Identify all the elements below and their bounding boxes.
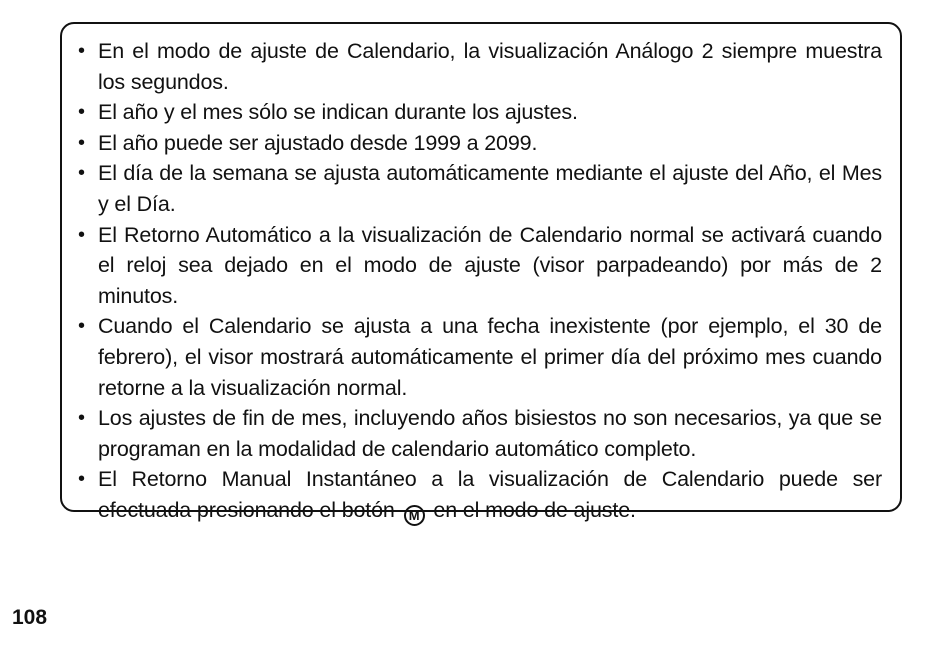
note-text: El año puede ser ajustado desde 1999 a 2099. xyxy=(98,130,538,155)
list-item xyxy=(76,220,882,312)
note-text-after-icon: en el modo de ajuste. xyxy=(433,497,636,522)
list-item xyxy=(76,97,882,128)
list-item xyxy=(76,128,882,159)
bullet: • xyxy=(78,407,85,430)
note-text: El Retorno Automático a la visualización de Calendario normal se activará cuando el reloj sea dejado en el modo de ajuste (visor parpadeando) por más de 2 minutos. xyxy=(98,222,882,308)
bullet: • xyxy=(78,162,85,185)
note-text: Cuando el Calendario se ajusta a una fecha inexistente (por ejemplo, el 30 de febrero), el visor mostrará automáticamente el primer día del próximo mes cuando retorne a la visualización normal. xyxy=(98,314,882,400)
bullet: • xyxy=(78,223,85,246)
bullet: • xyxy=(78,315,85,338)
notes-box xyxy=(60,22,902,523)
m-button-icon: M xyxy=(404,505,425,526)
bullet: • xyxy=(78,468,85,491)
note-text: El día de la semana se ajusta automáticamente mediante el ajuste del Año, el Mes y el Día. xyxy=(98,161,882,216)
list-item xyxy=(76,464,882,526)
note-text: El año y el mes sólo se indican durante los ajustes. xyxy=(98,100,578,125)
bullet: • xyxy=(78,40,85,62)
bullet: • xyxy=(78,101,85,124)
list-item xyxy=(76,36,882,97)
list-item xyxy=(76,403,882,464)
note-text: Los ajustes de fin de mes, incluyendo años bisiestos no son necesarios, ya que se programan en la modalidad de calendario automático completo. xyxy=(98,406,882,461)
note-text: En el modo de ajuste de Calendario, la visualización Análogo 2 siempre muestra los segundos. xyxy=(98,39,882,94)
list-item xyxy=(76,158,882,219)
notes-list xyxy=(76,36,882,526)
note-text-before-icon: El Retorno Manual Instantáneo a la visualización de Calendario puede ser efectuada presionando el botón xyxy=(98,467,882,522)
list-item xyxy=(76,311,882,403)
bullet: • xyxy=(78,131,85,154)
page-number: 108 xyxy=(12,606,48,629)
